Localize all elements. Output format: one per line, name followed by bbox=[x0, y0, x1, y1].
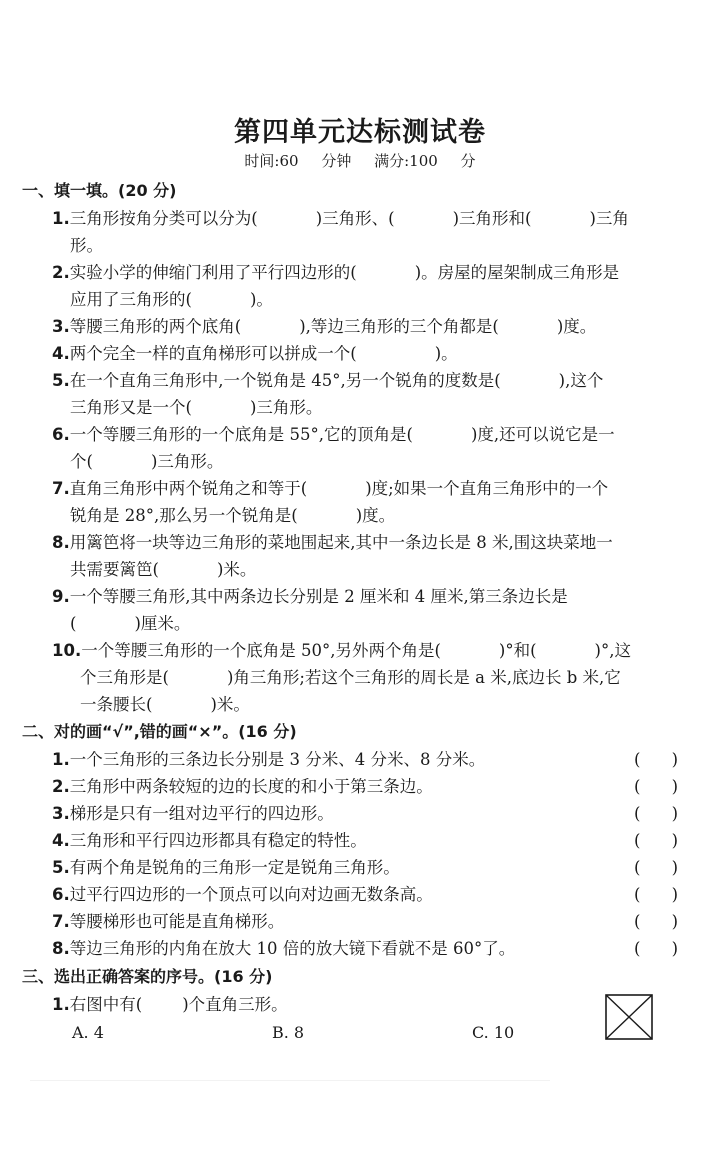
question-text: 一个等腰三角形,其中两条边长分别是 2 厘米和 4 厘米,第三条边长是 bbox=[69, 587, 568, 606]
choice-b[interactable]: B. 8 bbox=[272, 1023, 305, 1042]
question-number: 1. bbox=[52, 750, 70, 769]
question-text: 三角形中两条较短的边的长度的和小于第三条边。 bbox=[69, 777, 433, 796]
question-text: 个三角形是( bbox=[80, 668, 169, 687]
question-1-line-2 bbox=[70, 235, 103, 257]
question-text: )米。 bbox=[216, 560, 257, 579]
answer-parentheses[interactable]: ( ) bbox=[634, 831, 679, 850]
question-text: 实验小学的伸缩门利用了平行四边形的( bbox=[69, 263, 357, 282]
question-7-line-2 bbox=[70, 505, 395, 527]
question-text: )度,还可以说它是一 bbox=[470, 425, 615, 444]
question-number: 8. bbox=[52, 939, 70, 958]
question-text: )度;如果一个直角三角形中的一个 bbox=[365, 479, 609, 498]
true-false-item bbox=[52, 938, 515, 960]
question-5-line-1 bbox=[52, 370, 603, 392]
question-text: 梯形是只有一组对边平行的四边形。 bbox=[69, 804, 334, 823]
question-2-line-2 bbox=[70, 289, 273, 311]
divider bbox=[30, 1080, 550, 1081]
question-text: )度。 bbox=[355, 506, 396, 525]
question-text: 应用了三角形的( bbox=[70, 290, 192, 309]
question-text: )度。 bbox=[556, 317, 597, 336]
question-text: )三角形和( bbox=[452, 209, 532, 228]
section-3-heading: 三、选出正确答案的序号。(16 分) bbox=[22, 967, 273, 986]
question-text: 等腰梯形也可能是直角梯形。 bbox=[69, 912, 285, 931]
question-text: 三角形和平行四边形都具有稳定的特性。 bbox=[69, 831, 367, 850]
true-false-item bbox=[52, 803, 334, 825]
question-text: 等边三角形的内角在放大 10 倍的放大镜下看就不是 60°了。 bbox=[69, 939, 516, 958]
question-text: 等腰三角形的两个底角( bbox=[69, 317, 242, 336]
question-number: 7. bbox=[52, 479, 70, 498]
question-text: 三角形又是一个( bbox=[70, 398, 192, 417]
question-number: 3. bbox=[52, 804, 70, 823]
true-false-item bbox=[52, 911, 284, 933]
question-text: 用篱笆将一块等边三角形的菜地围起来,其中一条边长是 8 米,围这块菜地一 bbox=[69, 533, 613, 552]
question-2-line-1 bbox=[52, 262, 619, 284]
question-number: 4. bbox=[52, 831, 70, 850]
question-text: 一条腰长( bbox=[80, 695, 153, 714]
question-text: )个直角三形。 bbox=[182, 995, 288, 1014]
question-text: 锐角是 28°,那么另一个锐角是( bbox=[70, 506, 298, 525]
true-false-item bbox=[52, 749, 485, 771]
question-number: 5. bbox=[52, 858, 70, 877]
true-false-item bbox=[52, 884, 433, 906]
question-text: )。 bbox=[434, 344, 458, 363]
question-10-line-2 bbox=[80, 667, 621, 689]
question-text: 三角形按角分类可以分为( bbox=[69, 209, 258, 228]
question-number: 9. bbox=[52, 587, 70, 606]
question-10-line-1 bbox=[52, 640, 631, 662]
question-number: 6. bbox=[52, 425, 70, 444]
question-text: 在一个直角三角形中,一个锐角是 45°,另一个锐角的度数是( bbox=[69, 371, 501, 390]
question-text: 形。 bbox=[70, 236, 103, 255]
true-false-item bbox=[52, 776, 433, 798]
section-2-heading: 二、对的画“√”,错的画“×”。(16 分) bbox=[22, 722, 297, 741]
choice-a[interactable]: A. 4 bbox=[72, 1023, 104, 1042]
question-text: )米。 bbox=[210, 695, 250, 714]
question-number: 3. bbox=[52, 317, 70, 336]
choice-question-1 bbox=[52, 994, 288, 1016]
answer-parentheses[interactable]: ( ) bbox=[634, 858, 679, 877]
question-text: )角三角形;若这个三角形的周长是 a 米,底边长 b 米,它 bbox=[226, 668, 621, 687]
question-text: 有两个角是锐角的三角形一定是锐角三角形。 bbox=[69, 858, 400, 877]
question-number: 1. bbox=[52, 209, 70, 228]
question-10-line-3 bbox=[80, 694, 250, 716]
question-8-line-1 bbox=[52, 532, 613, 554]
answer-parentheses[interactable]: ( ) bbox=[634, 804, 679, 823]
answer-parentheses[interactable]: ( ) bbox=[634, 885, 679, 904]
question-9-line-1 bbox=[52, 586, 568, 608]
true-false-item bbox=[52, 830, 367, 852]
question-text: 过平行四边形的一个顶点可以向对边画无数条高。 bbox=[69, 885, 433, 904]
true-false-item bbox=[52, 857, 400, 879]
section-1-heading: 一、填一填。(20 分) bbox=[22, 181, 177, 200]
question-text: 直角三角形中两个锐角之和等于( bbox=[69, 479, 308, 498]
question-6-line-2 bbox=[70, 451, 223, 473]
question-text: )三角 bbox=[589, 209, 629, 228]
question-text: )。 bbox=[249, 290, 273, 309]
question-number: 10. bbox=[52, 641, 82, 660]
question-number: 2. bbox=[52, 263, 70, 282]
question-number: 7. bbox=[52, 912, 70, 931]
question-8-line-2 bbox=[70, 559, 256, 581]
choice-c[interactable]: C. 10 bbox=[472, 1023, 515, 1042]
question-text: 一个三角形的三条边长分别是 3 分米、4 分米、8 分米。 bbox=[69, 750, 486, 769]
question-1-line-1 bbox=[52, 208, 629, 230]
answer-parentheses[interactable]: ( ) bbox=[634, 939, 679, 958]
question-4 bbox=[52, 343, 458, 365]
question-number: 8. bbox=[52, 533, 70, 552]
question-3 bbox=[52, 316, 596, 338]
question-number: 1. bbox=[52, 995, 70, 1014]
question-6-line-1 bbox=[52, 424, 615, 446]
question-number: 4. bbox=[52, 344, 70, 363]
question-7-line-1 bbox=[52, 478, 608, 500]
page-title: 第四单元达标测试卷 bbox=[234, 117, 486, 148]
question-5-line-2 bbox=[70, 397, 322, 419]
question-text: 两个完全一样的直角梯形可以拼成一个( bbox=[69, 344, 357, 363]
question-text: 共需要篱笆( bbox=[70, 560, 159, 579]
answer-parentheses[interactable]: ( ) bbox=[634, 912, 679, 931]
question-text: 一个等腰三角形的一个底角是 50°,另外两个角是( bbox=[81, 641, 441, 660]
square-with-diagonals-figure bbox=[605, 994, 653, 1040]
question-text: 个( bbox=[70, 452, 93, 471]
answer-parentheses[interactable]: ( ) bbox=[634, 777, 679, 796]
question-text: )°,这 bbox=[594, 641, 631, 660]
question-text: )°和( bbox=[498, 641, 537, 660]
question-text: )三角形。 bbox=[249, 398, 323, 417]
question-text: ),这个 bbox=[558, 371, 604, 390]
question-text: )三角形。 bbox=[150, 452, 224, 471]
page-subtitle: 时间:60 分钟 满分:100 分 bbox=[244, 152, 476, 170]
question-text: )。房屋的屋架制成三角形是 bbox=[414, 263, 620, 282]
question-number: 2. bbox=[52, 777, 70, 796]
answer-parentheses[interactable]: ( ) bbox=[634, 750, 679, 769]
question-text: ( bbox=[70, 614, 77, 633]
question-text: 一个等腰三角形的一个底角是 55°,它的顶角是( bbox=[69, 425, 413, 444]
question-text: ),等边三角形的三个角都是( bbox=[299, 317, 499, 336]
question-text: 右图中有( bbox=[69, 995, 143, 1014]
question-text: )厘米。 bbox=[134, 614, 191, 633]
question-number: 5. bbox=[52, 371, 70, 390]
question-9-line-2 bbox=[70, 613, 190, 635]
question-text: )三角形、( bbox=[315, 209, 395, 228]
question-number: 6. bbox=[52, 885, 70, 904]
